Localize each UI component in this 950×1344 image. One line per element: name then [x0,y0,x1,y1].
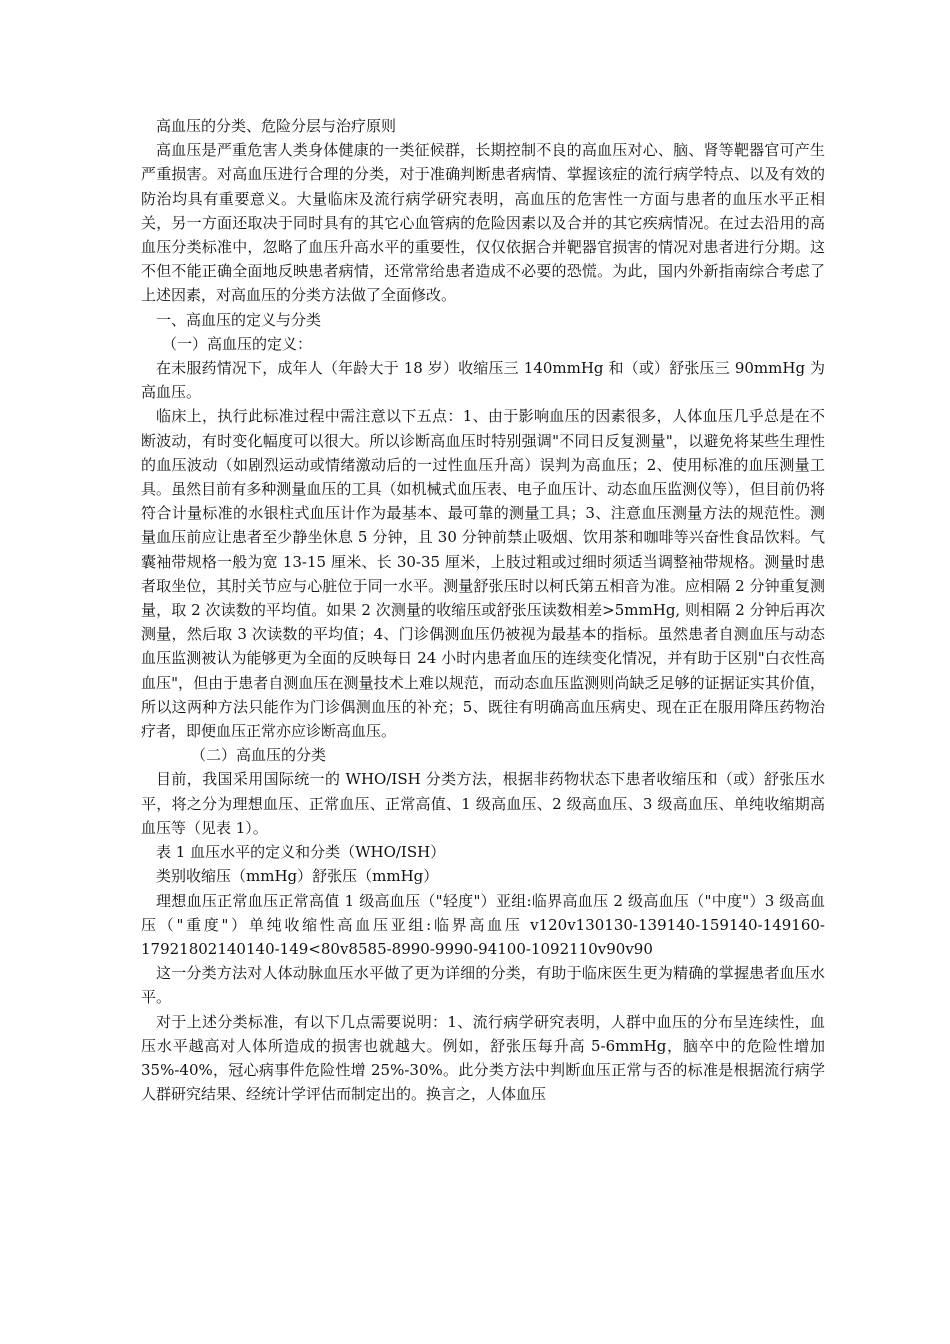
definition-paragraph: 在未服药情况下，成年人（年龄大于 18 岁）收缩压三 140mmHg 和（或）舒张压三 90mmHg 为高血压。 [141,359,825,402]
section-heading-definition-classification: 一、高血压的定义与分类 [156,310,322,329]
explanation-paragraph: 对于上述分类标准，有以下几点需要说明：1、流行病学研究表明，人群中血压的分布呈连续性，血压水平越高对人体所造成的损害也就越大。例如，舒张压每升高 5-6mmHg，脑卒中的危险性增加 35%-40%，冠心病事件危险性增 25%-30%。此分类方法中判断血压正常与否的标准是根据流行病学人群研究结果、经统计学评估而制定出的。换言之，人体血压 [141,1012,825,1104]
clinical-notes-paragraph: 临床上，执行此标准过程中需注意以下五点：1、由于影响血压的因素很多，人体血压几乎总是在不断波动，有时变化幅度可以很大。所以诊断高血压时特别强调"不同日反复测量"，以避免将某些生理性的血压波动（如剧烈运动或情绪激动后的一过性血压升高）误判为高血压；2、使用标准的血压测量工具。虽然目前有多种测量血压的工具（如机械式血压表、电子血压计、动态血压监测仪等），但目前仍将符合计量标准的水银柱式血压计作为最基本、最可靠的测量工具；3、注意血压测量方法的规范性。测量血压前应让患者至少静坐休息 5 分钟，且 30 分钟前禁止吸烟、饮用茶和咖啡等兴奋性食品饮料。气囊袖带规格一般为宽 13-15 厘米、长 30-35 厘米，上肢过粗或过细时须适当调整袖带规格。测量时患者取坐位，其肘关节应与心脏位于同一水平。测量舒张压时以柯氏第五相音为准。应相隔 2 分钟重复测量，取 2 次读数的平均值。如果 2 次测量的收缩压或舒张压读数相差>5mmHg, 则相隔 2 分钟后再次测量，然后取 3 次读数的平均值；4、门诊偶测血压仍被视为最基本的指标。虽然患者自测血压与动态血压监测被认为能够更为全面的反映每日 24 小时内患者血压的连续变化情况，并有助于区别"白衣性高血压"，但由于患者自测血压在测量技术上难以规范，而动态血压监测则尚缺乏足够的证据证实其价值，所以这两种方法只能作为门诊偶测血压的补充；5、既往有明确高血压病史、现在正在服用降压药物治疗者，即便血压正常亦应诊断高血压。 [141,407,825,741]
document-page [141,114,825,1106]
classification-paragraph: 目前，我国采用国际统一的 WHO/ISH 分类方法，根据非药物状态下患者收缩压和（或）舒张压水平，将之分为理想血压、正常血压、正常高值、1 级高血压、2 级高血压、3 级高血压、单纯收缩期高血压等（见表 1）。 [141,770,825,837]
subheading-definition: （一）高血压的定义： [162,334,313,353]
table-body-text: 理想血压正常血压正常高值 1 级高血压（"轻度"）亚组:临界高血压 2 级高血压（"中度"）3 级高血压（"重度"）单纯收缩性高血压亚组:临界高血压 v120v130130-139140-159140-149160-17921802140140-149<80v8585-8990-9990-94100-1092110v90v90 [141,891,825,958]
document-title: 高血压的分类、危险分层与治疗原则 [156,117,397,135]
table-caption: 表 1 血压水平的定义和分类（WHO/ISH） [156,843,446,862]
subheading-classification: （二）高血压的分类 [191,746,327,765]
intro-paragraph: 高血压是严重危害人类身体健康的一类征候群，长期控制不良的高血压对心、脑、肾等靶器官可产生严重损害。对高血压进行合理的分类，对于准确判断患者病情、掌握该症的流行病学特点、以及有效的防治均具有重要意义。大量临床及流行病学研究表明，高血压的危害性一方面与患者的血压水平正相关，另一方面还取决于同时具有的其它心血管病的危险因素以及合并的其它疾病情况。在过去沿用的高血压分类标准中，忽略了血压升高水平的重要性，仅仅依据合并靶器官损害的情况对患者进行分期。这不但不能正确全面地反映患者病情，还常常给患者造成不必要的恐慌。为此，国内外新指南综合考虑了上述因素，对高血压的分类方法做了全面修改。 [141,141,825,305]
classification-note-paragraph: 这一分类方法对人体动脉血压水平做了更为详细的分类，有助于临床医生更为精确的掌握患者血压水平。 [141,964,825,1007]
table-header-text: 类别收缩压（mmHg）舒张压（mmHg） [156,867,439,886]
